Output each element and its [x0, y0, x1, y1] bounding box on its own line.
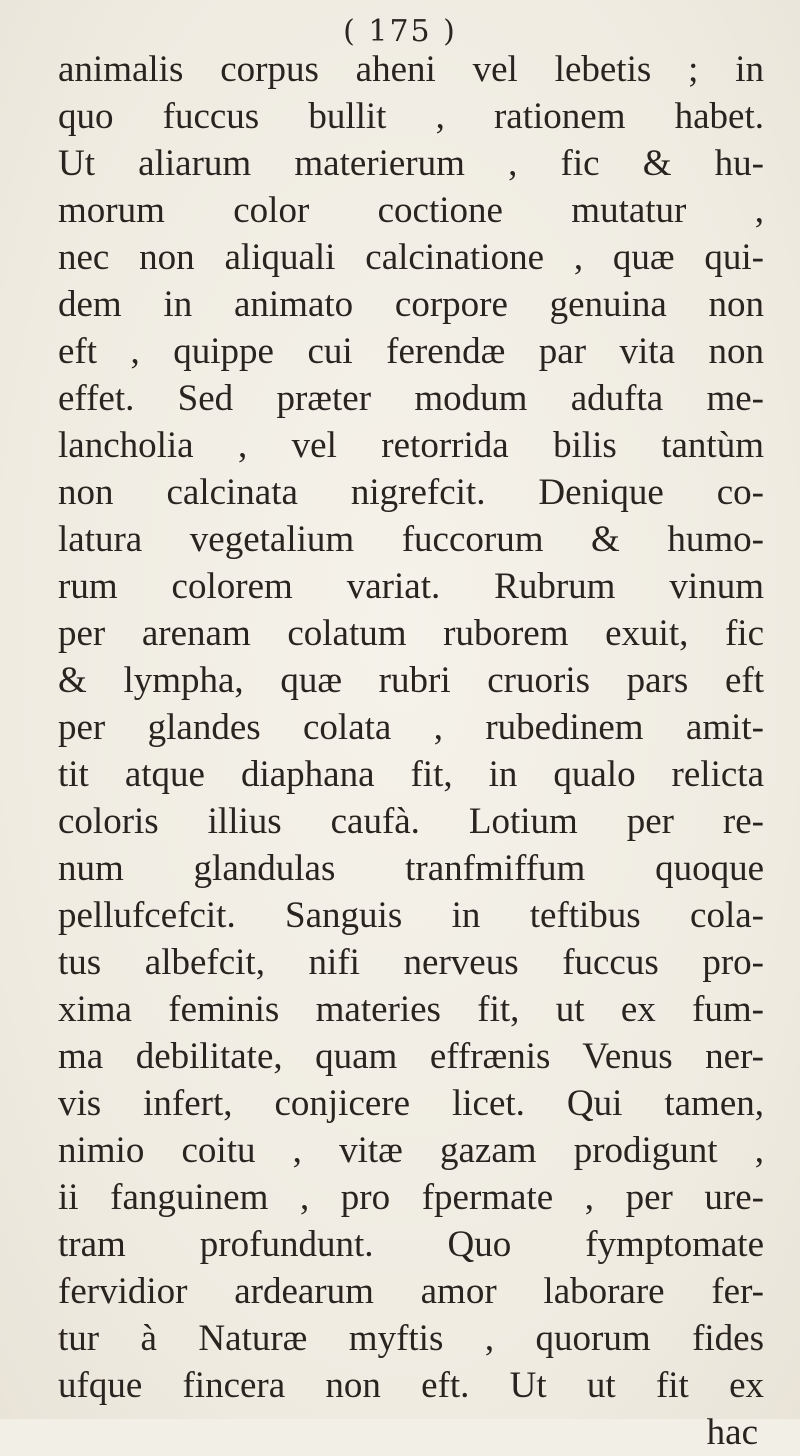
text-line: ii fanguinem , pro fpermate , per ure- [58, 1177, 764, 1218]
text-line: num glandulas tranfmiffum quoque [58, 848, 764, 889]
text-line: animalis corpus aheni vel lebetis ; in [58, 49, 764, 90]
text-line: ma debilitate, quam effrænis Venus ner- [58, 1036, 764, 1077]
text-line: nec non aliquali calcinatione , quæ qui- [58, 237, 764, 278]
text-line: vis infert, conjicere licet. Qui tamen, [58, 1083, 764, 1124]
text-line: morum color coctione mutatur , [58, 190, 764, 231]
text-line: coloris illius caufà. Lotium per re- [58, 801, 764, 842]
catchword: hac [706, 1412, 758, 1453]
text-line: effet. Sed præter modum adufta me- [58, 378, 764, 419]
text-line: xima feminis materies fit, ut ex fum- [58, 989, 764, 1030]
text-line: eft , quippe cui ferendæ par vita non [58, 331, 764, 372]
text-line: non calcinata nigrefcit. Denique co- [58, 472, 764, 513]
text-line: fervidior ardearum amor laborare fer- [58, 1271, 764, 1312]
page-number: ( 175 ) [343, 14, 457, 49]
text-line: lancholia , vel retorrida bilis tantùm [58, 425, 764, 466]
text-line: nimio coitu , vitæ gazam prodigunt , [58, 1130, 764, 1171]
text-line: latura vegetalium fuccorum & humo- [58, 519, 764, 560]
text-line: ufque fincera non eft. Ut ut fit ex [58, 1365, 764, 1406]
text-line: tus albefcit, nifi nerveus fuccus pro- [58, 942, 764, 983]
text-line: rum colorem variat. Rubrum vinum [58, 566, 764, 607]
text-line: dem in animato corpore genuina non [58, 284, 764, 325]
text-line: per arenam colatum ruborem exuit, fic [58, 613, 764, 654]
body-text [58, 46, 764, 1456]
text-line: pellufcefcit. Sanguis in teftibus cola- [58, 895, 764, 936]
text-line: per glandes colata , rubedinem amit- [58, 707, 764, 748]
text-line: tur à Naturæ myftis , quorum fides [58, 1318, 764, 1359]
text-line: & lympha, quæ rubri cruoris pars eft [58, 660, 764, 701]
text-line: quo fuccus bullit , rationem habet. [58, 96, 764, 137]
text-line: tit atque diaphana fit, in qualo relicta [58, 754, 764, 795]
text-line: tram profundunt. Quo fymptomate [58, 1224, 764, 1265]
text-line: Ut aliarum materierum , fic & hu- [58, 143, 764, 184]
